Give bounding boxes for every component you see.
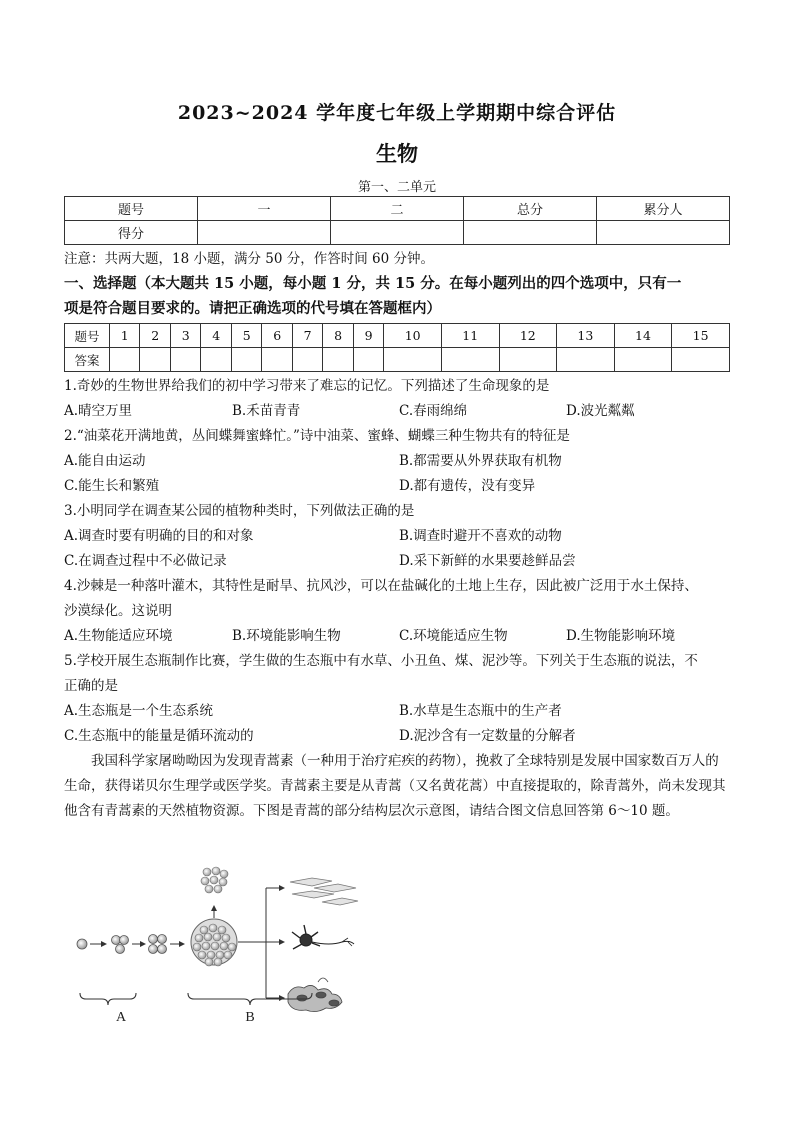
q5-option-b[interactable]: B.水草是生态瓶中的生产者 — [399, 703, 562, 719]
question-number: 3 — [170, 324, 200, 348]
q5-stem-line2: 正确的是 — [64, 678, 118, 694]
q4-stem-line1: 4.沙棘是一种落叶灌木，其特性是耐旱、抗风沙，可以在盐碱化的土地上生存，因此被广泛用于水土保持、 — [64, 578, 698, 594]
answer-cell[interactable] — [384, 348, 442, 372]
score-input-cell[interactable] — [464, 221, 597, 245]
question-number: 7 — [292, 324, 322, 348]
unit-label: 第一、二单元 — [357, 180, 436, 195]
brace-a — [80, 993, 136, 1005]
four-cells-icon — [149, 935, 167, 954]
answer-cell[interactable] — [170, 348, 200, 372]
score-cell: 累分人 — [597, 197, 730, 221]
answer-table-number-row — [65, 324, 730, 348]
q2-option-a[interactable]: A.能自由运动 — [64, 453, 146, 469]
q4-option-b[interactable]: B.环境能影响生物 — [232, 628, 341, 644]
q3-stem: 3.小明同学在调查某公园的植物种类时，下列做法正确的是 — [64, 503, 415, 519]
score-input-cell[interactable] — [198, 221, 331, 245]
label-a: A — [115, 1010, 127, 1025]
reading-passage: 我国科学家屠呦呦因为发现青蒿素（一种用于治疗疟疾的药物），挽救了全球特别是发展中国家数百万人的生命，获得诺贝尔生理学或医学奖。青蒿素主要是从青蒿（又名黄花蒿）中直接提取的，除青蒿外，尚未发现其他含有青蒿素的天然植物资源。下图是青蒿的部分结构层次示意图，请结合图文信息回答第 6～10 题。 — [64, 753, 726, 819]
score-row-label: 得分 — [65, 221, 198, 245]
section1-heading-line1: 一、选择题（本大题共 15 小题，每小题 1 分，共 15 分。在每小题列出的四个选项中，只有一 — [64, 275, 682, 292]
question-number: 14 — [614, 324, 672, 348]
q2-option-b[interactable]: B.都需要从外界获取有机物 — [399, 453, 562, 469]
question-number: 13 — [557, 324, 615, 348]
score-table-header-row — [65, 197, 730, 221]
score-cell: 题号 — [65, 197, 198, 221]
answer-cell[interactable] — [323, 348, 353, 372]
question-number: 2 — [140, 324, 170, 348]
q1-option-b[interactable]: B.禾苗青青 — [232, 403, 301, 419]
q2-option-c[interactable]: C.能生长和繁殖 — [64, 478, 160, 494]
score-cell: 一 — [198, 197, 331, 221]
q3-option-d[interactable]: D.采下新鲜的水果要趁鲜品尝 — [399, 553, 576, 569]
q5-option-c[interactable]: C.生态瓶中的能量是循环流动的 — [64, 728, 254, 744]
q5-stem-line1: 5.学校开展生态瓶制作比赛，学生做的生态瓶中有水草、小丑鱼、煤、泥沙等。下列关于生态瓶的说法，不 — [64, 653, 698, 669]
answer-cell[interactable] — [353, 348, 383, 372]
question-number: 5 — [231, 324, 261, 348]
answer-cell[interactable] — [110, 348, 140, 372]
score-input-cell[interactable] — [597, 221, 730, 245]
answer-cell[interactable] — [292, 348, 322, 372]
answer-cell[interactable] — [201, 348, 231, 372]
question-number: 15 — [672, 324, 730, 348]
answer-cell[interactable] — [140, 348, 170, 372]
answer-cell[interactable] — [614, 348, 672, 372]
q1-option-a[interactable]: A.晴空万里 — [64, 403, 133, 419]
q3-option-a[interactable]: A.调查时要有明确的目的和对象 — [64, 528, 254, 544]
two-cells-icon — [112, 936, 129, 954]
q4-option-c[interactable]: C.环境能适应生物 — [399, 628, 508, 644]
tissue-cluster-icon — [201, 867, 228, 893]
answer-cell[interactable] — [672, 348, 730, 372]
question-number: 1 — [110, 324, 140, 348]
q1-stem: 1.奇妙的生物世界给我们的初中学习带来了难忘的记忆。下列描述了生命现象的是 — [64, 378, 550, 394]
answer-cell[interactable] — [441, 348, 499, 372]
score-table-score-row — [65, 221, 730, 245]
question-number: 8 — [323, 324, 353, 348]
q4-option-a[interactable]: A.生物能适应环境 — [64, 628, 173, 644]
question-number: 6 — [262, 324, 292, 348]
q4-stem-line2: 沙漠绿化。这说明 — [64, 603, 172, 619]
plant-structure-diagram — [66, 858, 366, 1028]
q2-option-d[interactable]: D.都有遗传，没有变异 — [399, 478, 536, 494]
cell-mass-icon — [191, 919, 237, 966]
flat-tissue-icon — [290, 878, 358, 905]
answer-cell[interactable] — [231, 348, 261, 372]
q5-option-d[interactable]: D.泥沙含有一定数量的分解者 — [399, 728, 576, 744]
subject-title: 生物 — [376, 141, 418, 166]
answer-row-label: 答案 — [65, 348, 110, 372]
score-input-cell[interactable] — [331, 221, 464, 245]
question-number: 12 — [499, 324, 557, 348]
score-table — [64, 196, 730, 245]
q1-option-d[interactable]: D.波光粼粼 — [566, 403, 635, 419]
score-cell: 总分 — [464, 197, 597, 221]
answer-row-label: 题号 — [65, 324, 110, 348]
section1-heading-line2: 项是符合题目要求的。请把正确选项的代号填在答题框内） — [64, 300, 441, 317]
q3-option-b[interactable]: B.调查时避开不喜欢的动物 — [399, 528, 562, 544]
q1-option-c[interactable]: C.春雨绵绵 — [399, 403, 468, 419]
branched-cell-icon — [292, 925, 354, 949]
q3-option-c[interactable]: C.在调查过程中不必做记录 — [64, 553, 227, 569]
score-cell: 二 — [331, 197, 464, 221]
answer-table — [64, 323, 730, 372]
answer-cell[interactable] — [262, 348, 292, 372]
question-number: 11 — [441, 324, 499, 348]
label-b: B — [245, 1010, 255, 1025]
irregular-tissue-icon — [288, 978, 342, 1012]
question-number: 4 — [201, 324, 231, 348]
answer-table-answer-row — [65, 348, 730, 372]
answer-cell[interactable] — [557, 348, 615, 372]
question-number: 9 — [353, 324, 383, 348]
notice: 注意：共两大题，18 小题，满分 50 分，作答时间 60 分钟。 — [64, 251, 434, 267]
answer-cell[interactable] — [499, 348, 557, 372]
exam-title: 2023~2024 学年度七年级上学期期中综合评估 — [177, 102, 617, 124]
question-number: 10 — [384, 324, 442, 348]
q5-option-a[interactable]: A.生态瓶是一个生态系统 — [64, 703, 214, 719]
q4-option-d[interactable]: D.生物能影响环境 — [566, 628, 676, 644]
single-cell-icon — [77, 939, 87, 949]
q2-stem: 2.“油菜花开满地黄，丛间蝶舞蜜蜂忙。”诗中油菜、蜜蜂、蝴蝶三种生物共有的特征是 — [64, 428, 570, 444]
